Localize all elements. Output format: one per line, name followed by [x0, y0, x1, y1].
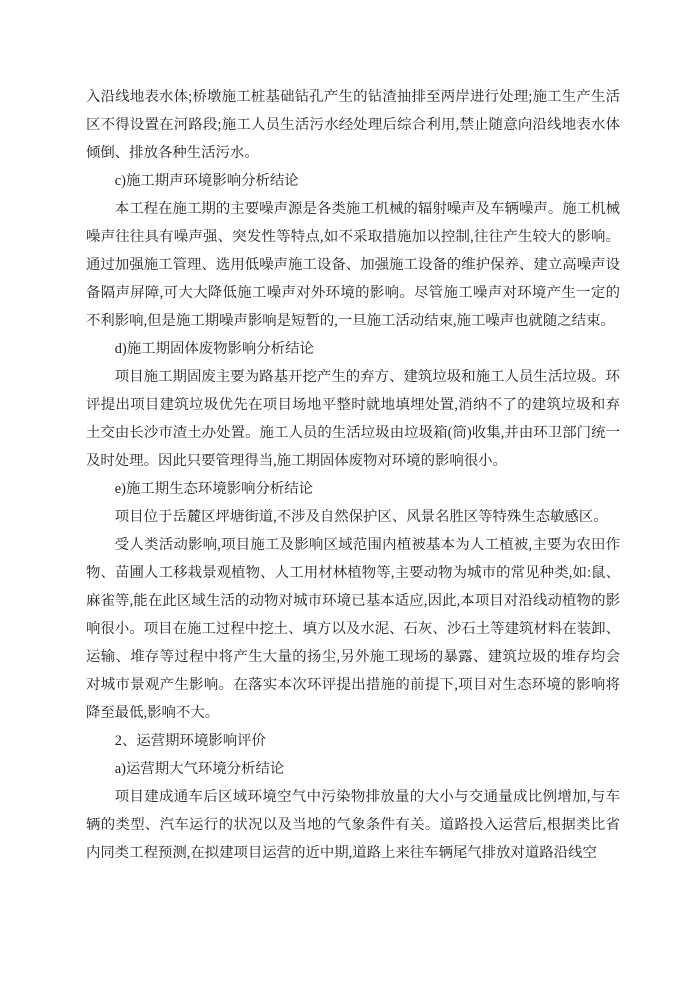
paragraph-ecological-impact: 受人类活动影响,项目施工及影响区域范围内植被基本为人工植被,主要为农田作物、苗圃人工移栽景观植物、人工用材林植物等,主要动物为城市的常见种类,如:鼠、麻雀等,能在此区域生活的动物对城市环境已基本适应,因此,本项目对沿线动植物的影响很小。项目在施工过程中挖土、填方以及水泥、石灰、沙石土等建筑材料在装卸、运输、堆存等过程中将产生大量的扬尘,另外施工现场的暴露、建筑垃圾的堆存均会对城市景观产生影响。在落实本次环评提出措施的前提下,项目对生态环境的影响将降至最低,影响不大。	[86, 537, 620, 721]
text-column	[86, 83, 620, 867]
paragraph-operation-air: 项目建成通车后区域环境空气中污染物排放量的大小与交通量成比例增加,与车辆的类型、汽车运行的状况以及当地的气象条件有关。道路投入运营后,根据类比省内同类工程预测,在拟建项目运营的近中期,道路上来往车辆尾气排放对道路沿线空	[86, 789, 620, 861]
heading-d-solid-waste: d)施工期固体废物影响分析结论	[114, 341, 314, 357]
heading-2-operation-period: 2、运营期环境影响评价	[114, 733, 266, 749]
paragraph-construction-noise: 本工程在施工期的主要噪声源是各类施工机械的辐射噪声及车辆噪声。施工机械噪声往往具有噪声强、突发性等特点,如不采取措施加以控制,往往产生较大的影响。通过加强施工管理、选用低噪声施工设备、加强施工设备的维护保养、建立高噪声设备隔声屏障,可大大降低施工噪声对外环境的影响。尽管施工噪声对环境产生一定的不利影响,但是施工期噪声影响是短暂的,一旦施工活动结束,施工噪声也就随之结束。	[86, 201, 620, 329]
paragraph-wastewater-continuation: 入沿线地表水体;桥墩施工桩基础钻孔产生的钻渣抽排至两岸进行处理;施工生产生活区不得设置在河路段;施工人员生活污水经处理后综合利用,禁止随意向沿线地表水体倾倒、排放各种生活污水。	[86, 89, 620, 161]
heading-a-operation-air: a)运营期大气环境分析结论	[114, 761, 285, 777]
paragraph-ecological-location: 项目位于岳麓区坪塘街道,不涉及自然保护区、风景名胜区等特殊生态敏感区。	[114, 509, 608, 525]
paragraph-solid-waste: 项目施工期固废主要为路基开挖产生的弃方、建筑垃圾和施工人员生活垃圾。环评提出项目建筑垃圾优先在项目场地平整时就地填埋处置,消纳不了的建筑垃圾和弃土交由长沙市渣土办处置。施工人员的生活垃圾由垃圾箱(筒)收集,并由环卫部门统一及时处理。因此只要管理得当,施工期固体废物对环境的影响很小。	[86, 369, 620, 469]
heading-c-construction-noise: c)施工期声环境影响分析结论	[114, 173, 299, 189]
heading-e-ecological: e)施工期生态环境影响分析结论	[114, 481, 314, 497]
